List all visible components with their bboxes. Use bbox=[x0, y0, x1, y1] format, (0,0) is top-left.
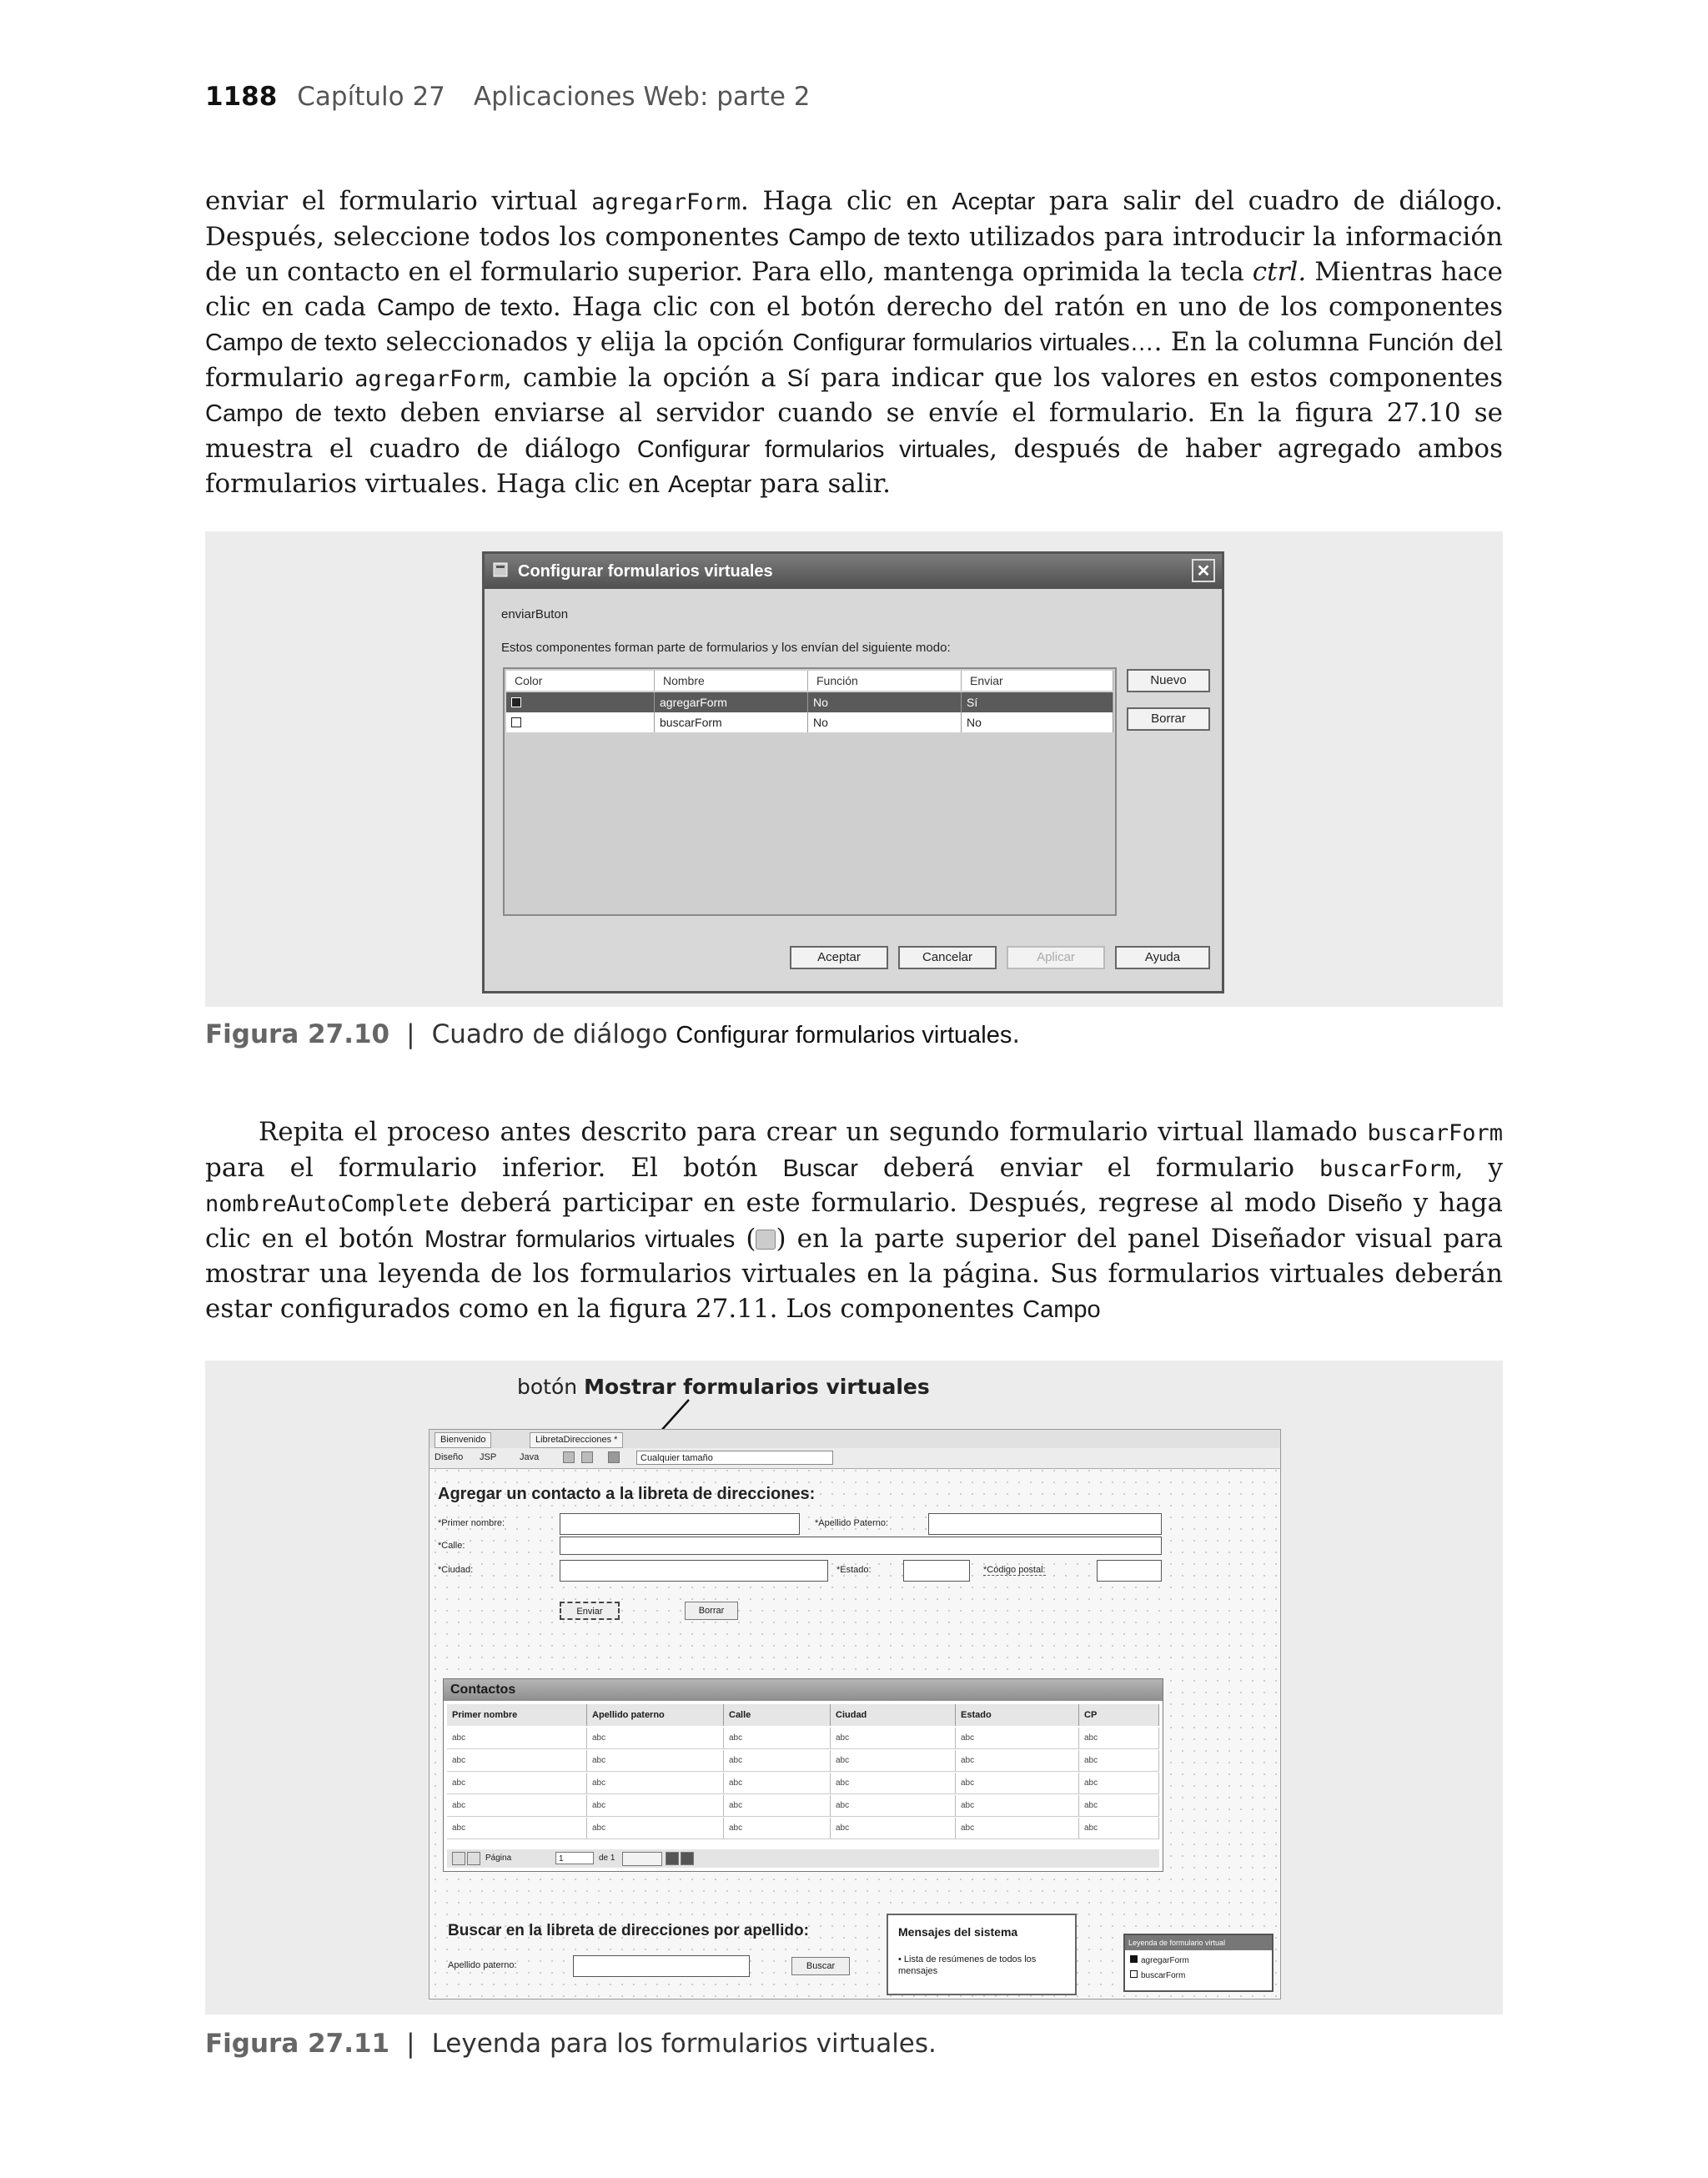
table-cell: abc bbox=[831, 1773, 956, 1794]
table-cell: abc bbox=[831, 1750, 956, 1772]
legend-item-label: agregarForm bbox=[1141, 1956, 1189, 1965]
table-cell: abc bbox=[587, 1728, 724, 1749]
table-cell: abc bbox=[447, 1818, 587, 1839]
virtual-forms-dialog bbox=[482, 551, 1224, 993]
page-input[interactable]: 1 bbox=[555, 1852, 594, 1864]
legend-swatch-dark bbox=[1130, 1955, 1138, 1963]
table-cell: abc bbox=[956, 1773, 1079, 1794]
table-cell: abc bbox=[587, 1750, 724, 1772]
table-cell: abc bbox=[1079, 1773, 1159, 1794]
city-field[interactable] bbox=[560, 1560, 828, 1582]
row-submit[interactable]: No bbox=[962, 712, 1113, 732]
virtual-forms-legend bbox=[1123, 1934, 1273, 1992]
table-cell: abc bbox=[724, 1728, 831, 1749]
col-name[interactable]: Nombre bbox=[655, 671, 808, 691]
messages-title: Mensajes del sistema bbox=[898, 1925, 1018, 1939]
chapter-title: Aplicaciones Web: parte 2 bbox=[473, 82, 811, 112]
row-name: buscarForm bbox=[655, 712, 808, 732]
paragraph-1: enviar el formulario virtual agregarForm. Haga clic en Aceptar para salir del cuadro de diálogo. Después, seleccione todos los componentes Campo de texto utilizados para introducir la información de un contacto en el formulario superior. Para ello, mantenga oprimida la tecla ctrl. Mientras hace clic en cada Campo de texto. Haga clic con el botón derecho del ratón en uno de los componentes Campo de texto seleccionados y elija la opción Configurar formularios virtuales…. En la columna Función del formulario agregarForm, cambie la opción a Sí para indicar que los valores en estos componentes Campo de texto deben enviarse al servidor cuando se envíe el formulario. En la figura 27.10 se muestra el cuadro de diálogo Configurar formularios virtuales, después de haber agregado ambos formularios virtuales. Haga clic en Aceptar para salir. bbox=[205, 186, 1504, 499]
refresh-icon[interactable] bbox=[581, 1451, 593, 1463]
annotation-bold: Mostrar formularios virtuales bbox=[584, 1375, 930, 1399]
ok-button[interactable]: Aceptar bbox=[790, 946, 888, 969]
caption-separator: | bbox=[406, 1019, 415, 1049]
table-pager bbox=[447, 1849, 1159, 1868]
col-zip[interactable]: CP bbox=[1079, 1704, 1159, 1726]
legend-title: Leyenda de formulario virtual bbox=[1125, 1935, 1272, 1950]
figure-label: Figura 27.11 bbox=[205, 2029, 390, 2059]
table-cell: abc bbox=[956, 1818, 1079, 1839]
table-cell: abc bbox=[956, 1795, 1079, 1817]
table-cell: abc bbox=[1079, 1728, 1159, 1749]
caption-separator: | bbox=[406, 2029, 415, 2059]
table-cell: abc bbox=[956, 1728, 1079, 1749]
last-name-label: *Apellido Paterno: bbox=[815, 1518, 889, 1528]
caption-ui-text: Configurar formularios virtuales bbox=[676, 1022, 1012, 1049]
table-cell: abc bbox=[1079, 1818, 1159, 1839]
col-street[interactable]: Calle bbox=[724, 1704, 831, 1726]
contacts-table bbox=[443, 1678, 1163, 1872]
table-cell: abc bbox=[724, 1773, 831, 1794]
table-cell: abc bbox=[447, 1795, 587, 1817]
annotation-prefix: botón bbox=[517, 1375, 585, 1399]
page-number: 1188 bbox=[205, 82, 278, 112]
search-title: Buscar en la libreta de direcciones por apellido: bbox=[448, 1922, 809, 1939]
page-of-label: de 1 bbox=[599, 1854, 615, 1863]
legend-item-label: buscarForm bbox=[1141, 1971, 1186, 1980]
color-swatch[interactable] bbox=[506, 692, 655, 712]
table-cell: abc bbox=[587, 1795, 724, 1817]
jsp-mode-button[interactable]: JSP bbox=[480, 1452, 497, 1462]
system-messages bbox=[887, 1914, 1077, 1995]
col-first-name[interactable]: Primer nombre bbox=[447, 1704, 587, 1726]
table-row[interactable] bbox=[506, 692, 1113, 712]
zip-field[interactable] bbox=[1097, 1560, 1162, 1582]
search-label: Apellido paterno: bbox=[448, 1960, 517, 1970]
submit-button[interactable]: Enviar bbox=[560, 1602, 620, 1620]
add-contact-title: Agregar un contacto a la libreta de direcciones: bbox=[438, 1485, 816, 1503]
annotation-label bbox=[517, 1375, 930, 1399]
table-cell: abc bbox=[724, 1818, 831, 1839]
clear-button[interactable]: Borrar bbox=[685, 1602, 738, 1620]
table-cell: abc bbox=[587, 1818, 724, 1839]
street-label: *Calle: bbox=[438, 1541, 465, 1551]
dialog-description: Estos componentes forman parte de formularios y los envían del siguiente modo: bbox=[501, 641, 951, 655]
table-cell: abc bbox=[831, 1818, 956, 1839]
page-label: Página bbox=[485, 1854, 512, 1863]
legend-item bbox=[1130, 1970, 1185, 1980]
virtual-forms-table bbox=[503, 667, 1117, 916]
first-page-icon[interactable] bbox=[452, 1852, 465, 1865]
zip-label: *Código postal: bbox=[983, 1565, 1046, 1575]
running-header bbox=[205, 82, 811, 112]
table-cell: abc bbox=[956, 1750, 1079, 1772]
col-function[interactable]: Función bbox=[808, 671, 962, 691]
legend-item bbox=[1130, 1955, 1189, 1965]
delete-button[interactable]: Borrar bbox=[1127, 707, 1210, 731]
app-icon bbox=[491, 561, 510, 579]
messages-item: • Lista de resúmenes de todos los mensajes bbox=[898, 1954, 1037, 1976]
table-cell: abc bbox=[587, 1773, 724, 1794]
color-swatch[interactable] bbox=[506, 712, 655, 732]
table-cell: abc bbox=[724, 1750, 831, 1772]
figure-label: Figura 27.10 bbox=[205, 1019, 390, 1049]
caption-text: Leyenda para los formularios virtuales. bbox=[431, 2029, 937, 2059]
component-name: enviarButon bbox=[501, 607, 569, 621]
paragraph-2: Repita el proceso antes descrito para crear un segundo formulario virtual llamado buscarForm para el formulario inferior. El botón Buscar deberá enviar el formulario buscarForm, y nombreAutoComplete deberá participar en este formulario. Después, regrese al modo Diseño y haga clic en el botón Mostrar formularios virtuales ( ) en la parte superior del panel Diseñador visual para mostrar una leyenda de los formularios virtuales en la página. Sus formularios virtuales deberán estar configurados como en la figura 27.11. Los componentes Campo bbox=[205, 1117, 1503, 1324]
search-field[interactable] bbox=[573, 1955, 750, 1977]
figure-27-10-caption bbox=[205, 1019, 1020, 1049]
col-submit[interactable]: Enviar bbox=[962, 671, 1113, 691]
city-label: *Ciudad: bbox=[438, 1565, 474, 1575]
tab-address-book[interactable]: LibretaDirecciones * bbox=[530, 1432, 623, 1448]
go-button[interactable] bbox=[622, 1852, 662, 1866]
editor-tabs bbox=[430, 1430, 1280, 1449]
table-cell: abc bbox=[724, 1795, 831, 1817]
designer-toolbar bbox=[430, 1448, 1280, 1469]
col-color[interactable]: Color bbox=[506, 671, 655, 691]
search-button[interactable]: Buscar bbox=[791, 1957, 850, 1975]
col-last-name[interactable]: Apellido paterno bbox=[587, 1704, 724, 1726]
street-field[interactable] bbox=[560, 1537, 1162, 1555]
legend-swatch-light bbox=[1130, 1970, 1138, 1978]
table-cell: abc bbox=[831, 1728, 956, 1749]
row-function[interactable]: No bbox=[808, 712, 962, 732]
design-mode-button[interactable]: Diseño bbox=[435, 1452, 464, 1462]
show-virtual-forms-icon bbox=[756, 1230, 776, 1250]
apply-button[interactable]: Aplicar bbox=[1007, 946, 1105, 969]
row-name: agregarForm bbox=[655, 692, 808, 712]
last-page-icon[interactable] bbox=[681, 1852, 694, 1865]
table-cell: abc bbox=[447, 1750, 587, 1772]
first-name-field[interactable] bbox=[560, 1513, 800, 1535]
visual-designer bbox=[429, 1429, 1281, 1999]
dialog-title: Configurar formularios virtuales bbox=[518, 562, 773, 581]
state-field[interactable] bbox=[903, 1560, 970, 1582]
last-name-field[interactable] bbox=[928, 1513, 1162, 1535]
table-cell: abc bbox=[1079, 1795, 1159, 1817]
row-submit[interactable]: Sí bbox=[962, 692, 1113, 712]
contacts-table-title: Contactos bbox=[444, 1679, 1163, 1701]
table-cell: abc bbox=[447, 1773, 587, 1794]
col-city[interactable]: Ciudad bbox=[831, 1704, 956, 1726]
size-select[interactable]: Cualquier tamaño bbox=[636, 1451, 833, 1465]
caption-end: . bbox=[1012, 1019, 1021, 1049]
cancel-button[interactable]: Cancelar bbox=[898, 946, 997, 969]
caption-text: Cuadro de diálogo bbox=[431, 1019, 676, 1049]
table-cell: abc bbox=[1079, 1750, 1159, 1772]
dialog-title-bar[interactable] bbox=[485, 554, 1222, 589]
row-function[interactable]: No bbox=[808, 692, 962, 712]
col-state[interactable]: Estado bbox=[956, 1704, 1079, 1726]
messages-item-text: Lista de resúmenes de todos los mensajes bbox=[898, 1954, 1037, 1976]
show-virtual-forms-icon[interactable] bbox=[608, 1451, 620, 1463]
chapter-label: Capítulo 27 bbox=[297, 82, 445, 112]
preview-icon[interactable] bbox=[563, 1451, 575, 1463]
next-page-icon[interactable] bbox=[666, 1852, 679, 1865]
state-label: *Estado: bbox=[836, 1565, 872, 1575]
table-cell: abc bbox=[831, 1795, 956, 1817]
tab-welcome[interactable]: Bienvenido bbox=[435, 1432, 491, 1448]
table-cell: abc bbox=[447, 1728, 587, 1749]
first-name-label: *Primer nombre: bbox=[438, 1518, 505, 1528]
help-button[interactable]: Ayuda bbox=[1115, 946, 1210, 969]
prev-page-icon[interactable] bbox=[467, 1852, 480, 1865]
table-row[interactable] bbox=[506, 712, 1113, 732]
new-button[interactable]: Nuevo bbox=[1127, 669, 1210, 692]
java-mode-button[interactable]: Java bbox=[520, 1452, 540, 1462]
figure-27-11-caption bbox=[205, 2029, 937, 2059]
close-icon[interactable]: ✕ bbox=[1192, 559, 1215, 582]
